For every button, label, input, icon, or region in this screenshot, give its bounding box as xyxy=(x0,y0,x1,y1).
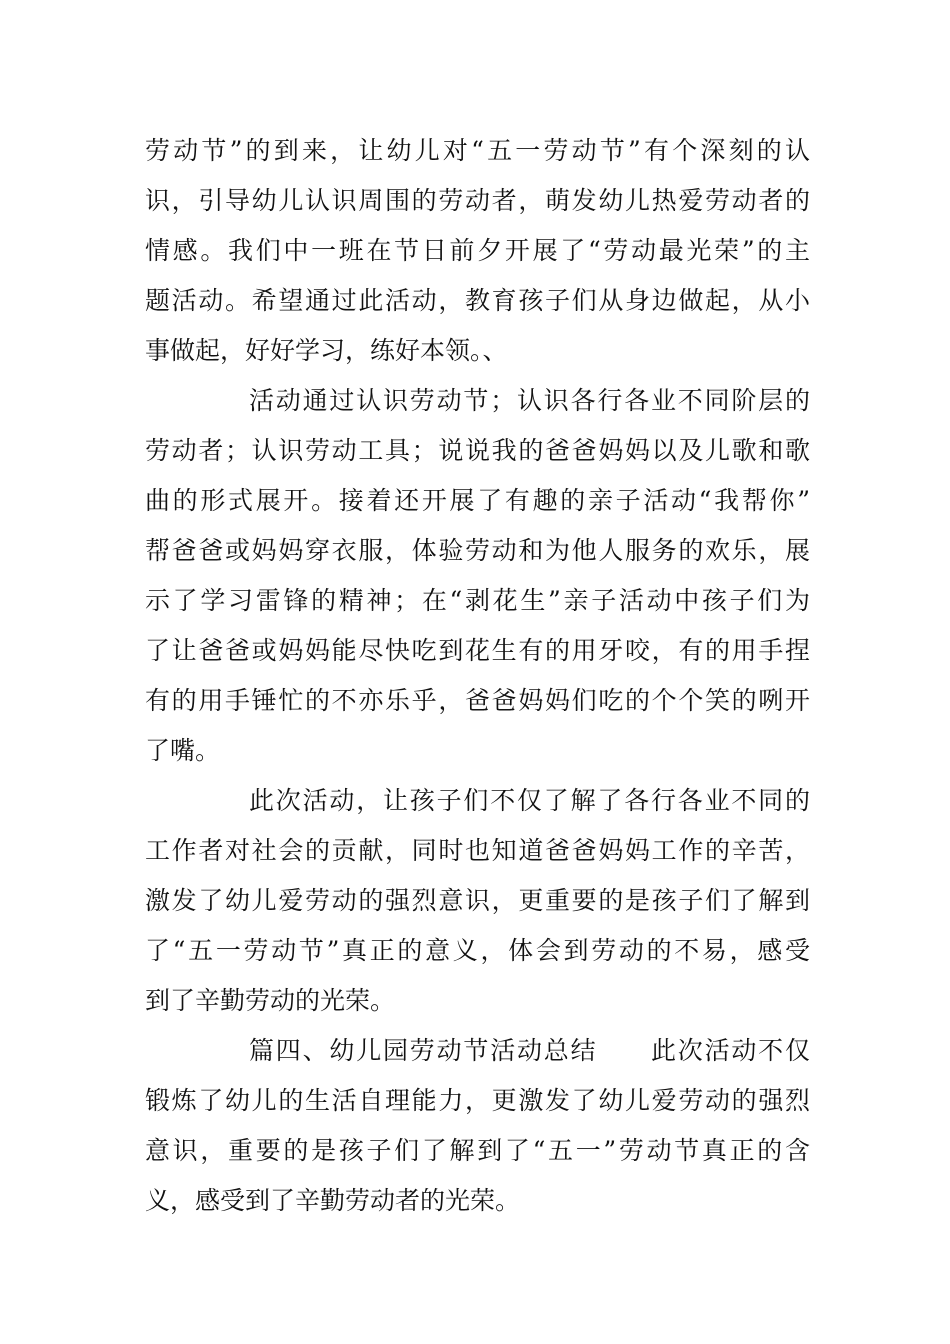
text-line: 工作者对社会的贡献，同时也知道爸爸妈妈工作的辛苦， xyxy=(145,836,810,865)
text-line: 锻炼了幼儿的生活自理能力，更激发了幼儿爱劳动的强烈 xyxy=(145,1086,810,1115)
text-line: 情感。我们中一班在节日前夕开展了“劳动最光荣”的主 xyxy=(145,236,810,265)
text-line: 了嘴。 xyxy=(145,736,221,765)
text-line: 了让爸爸或妈妈能尽快吃到花生有的用牙咬，有的用手捏 xyxy=(145,636,810,665)
text-line: 有的用手锤忙的不亦乐乎，爸爸妈妈们吃的个个笑的咧开 xyxy=(145,686,810,715)
text-line: 帮爸爸或妈妈穿衣服，体验劳动和为他人服务的欢乐，展 xyxy=(145,536,810,565)
text-line: 示了学习雷锋的精神；在“剥花生”亲子活动中孩子们为 xyxy=(145,586,810,615)
paragraph-3 xyxy=(145,776,810,1026)
text-line: 活动通过认识劳动节；认识各行各业不同阶层的 xyxy=(249,386,810,415)
text-line: 意识，重要的是孩子们了解到了“五一”劳动节真正的含 xyxy=(145,1136,810,1165)
text-line: 到了辛勤劳动的光荣。 xyxy=(145,986,396,1015)
text-line: 识，引导幼儿认识周围的劳动者，萌发幼儿热爱劳动者的 xyxy=(145,186,810,215)
text-line: 题活动。希望通过此活动，教育孩子们从身边做起，从小 xyxy=(145,286,810,315)
text-line: 此次活动，让孩子们不仅了解了各行各业不同的 xyxy=(249,786,810,815)
text-line: 劳动节”的到来，让幼儿对“五一劳动节”有个深刻的认 xyxy=(145,136,810,165)
text-line: 事做起，好好学习，练好本领。、 xyxy=(145,336,508,365)
paragraph-2 xyxy=(145,376,810,776)
text-line: 曲的形式展开。接着还开展了有趣的亲子活动“我帮你” xyxy=(145,486,810,515)
text-line: 义，感受到了辛勤劳动者的光荣。 xyxy=(145,1186,521,1215)
paragraph-4 xyxy=(145,1026,810,1226)
text-line: 篇四、幼儿园劳动节活动总结 此次活动不仅 xyxy=(249,1036,810,1065)
text-line: 劳动者；认识劳动工具；说说我的爸爸妈妈以及儿歌和歌 xyxy=(145,436,810,465)
document-body xyxy=(145,126,810,1226)
text-line: 激发了幼儿爱劳动的强烈意识，更重要的是孩子们了解到 xyxy=(145,886,810,915)
paragraph-1 xyxy=(145,126,810,376)
text-line: 了“五一劳动节”真正的意义，体会到劳动的不易，感受 xyxy=(145,936,810,965)
